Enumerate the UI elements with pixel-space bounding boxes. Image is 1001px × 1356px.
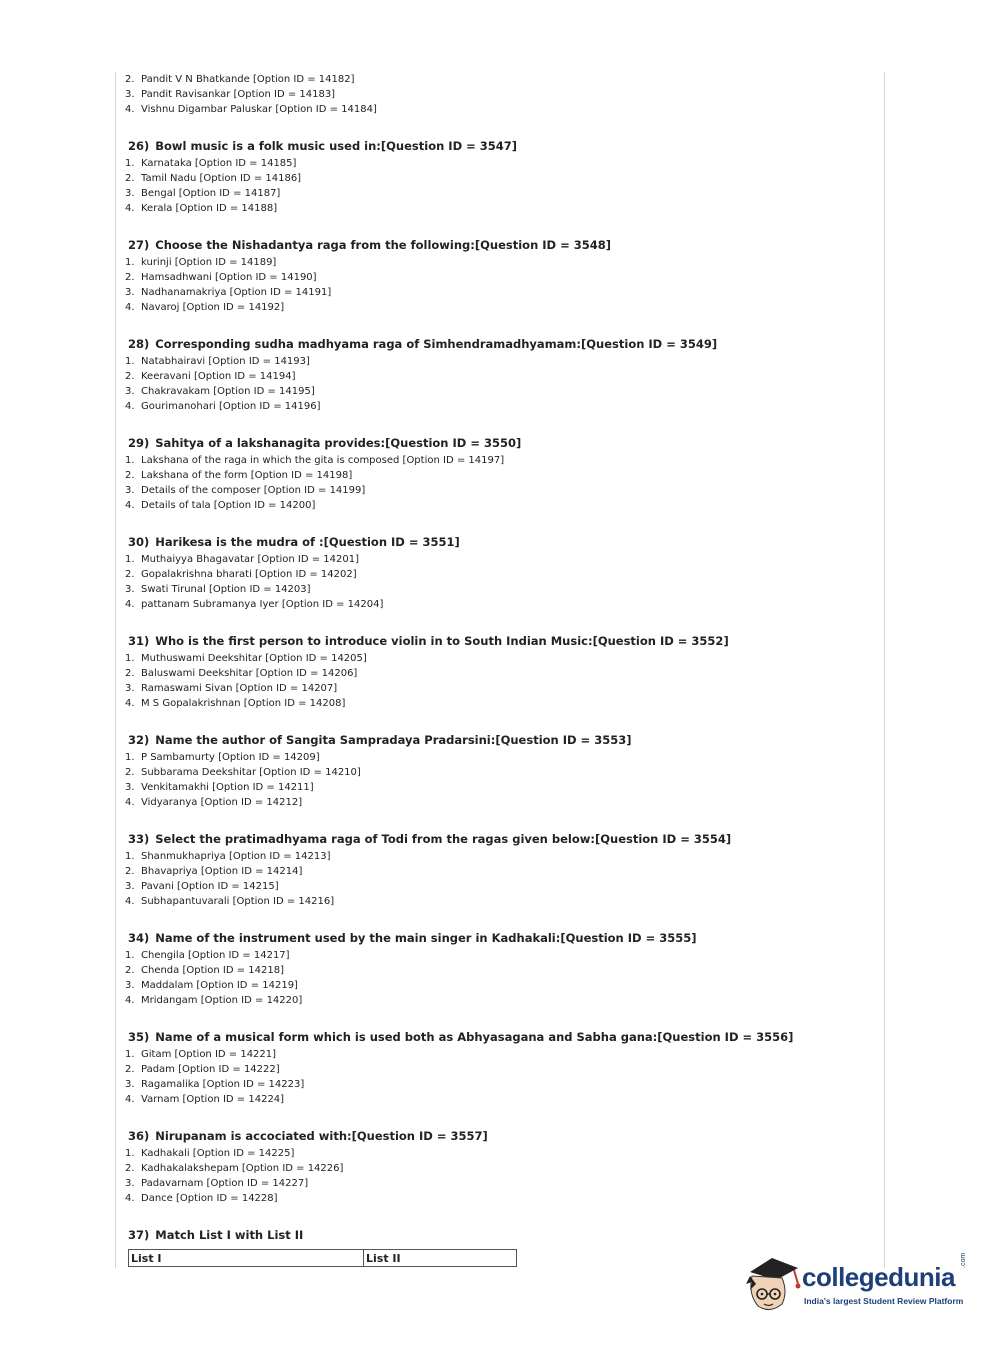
question-title	[125, 535, 875, 549]
question-text: Name the author of Sangita Sampradaya Pradarsini:[Question ID = 3553]	[155, 733, 632, 747]
option-text: Lakshana of the raga in which the gita is composed [Option ID = 14197]	[141, 455, 505, 466]
option-number: 4.	[125, 104, 135, 115]
option-number: 1.	[125, 950, 135, 961]
option-text: Bhavapriya [Option ID = 14214]	[141, 866, 303, 877]
option-item	[125, 780, 875, 795]
option-item	[125, 1047, 875, 1062]
option-text: Natabhairavi [Option ID = 14193]	[141, 356, 310, 367]
option-item	[125, 552, 875, 567]
option-text: Subbarama Deekshitar [Option ID = 14210]	[141, 767, 361, 778]
question-text: Select the pratimadhyama raga of Todi from the ragas given below:[Question ID = 3554]	[155, 832, 732, 846]
option-number: 2.	[125, 371, 135, 382]
option-text: Gitam [Option ID = 14221]	[141, 1049, 277, 1060]
option-number: 1.	[125, 356, 135, 367]
question-number: 33)	[128, 832, 150, 846]
question-number: 26)	[128, 139, 150, 153]
option-item	[125, 1161, 875, 1176]
option-number: 1.	[125, 1049, 135, 1060]
option-item	[125, 963, 875, 978]
option-item	[125, 750, 875, 765]
option-number: 3.	[125, 881, 135, 892]
option-item	[125, 468, 875, 483]
mascot-icon	[742, 1250, 802, 1318]
option-number: 2.	[125, 1064, 135, 1075]
table-header-cell: List II	[364, 1250, 517, 1267]
option-text: Vishnu Digambar Paluskar [Option ID = 14184]	[141, 104, 377, 115]
question-block	[125, 634, 875, 711]
question-text: Choose the Nishadantya raga from the following:[Question ID = 3548]	[155, 238, 611, 252]
option-number: 4.	[125, 302, 135, 313]
option-text: Keeravani [Option ID = 14194]	[141, 371, 296, 382]
option-text: Gopalakrishna bharati [Option ID = 14202]	[141, 569, 357, 580]
option-number: 3.	[125, 287, 135, 298]
option-number: 2.	[125, 470, 135, 481]
option-text: Muthuswami Deekshitar [Option ID = 14205]	[141, 653, 367, 664]
option-text: Navaroj [Option ID = 14192]	[141, 302, 285, 313]
option-number: 1.	[125, 554, 135, 565]
option-item	[125, 597, 875, 612]
option-text: Ragamalika [Option ID = 14223]	[141, 1079, 305, 1090]
question-title	[125, 733, 875, 747]
option-text: Lakshana of the form [Option ID = 14198]	[141, 470, 353, 481]
option-number: 3.	[125, 782, 135, 793]
option-text: Shanmukhapriya [Option ID = 14213]	[141, 851, 331, 862]
option-number: 1.	[125, 851, 135, 862]
question-text: Nirupanam is accociated with:[Question ID = 3557]	[155, 1129, 488, 1143]
option-item	[125, 255, 875, 270]
option-item	[125, 1191, 875, 1206]
option-text: Kadhakalakshepam [Option ID = 14226]	[141, 1163, 344, 1174]
option-text: Muthaiyya Bhagavatar [Option ID = 14201]	[141, 554, 360, 565]
option-number: 1.	[125, 257, 135, 268]
option-number: 3.	[125, 1079, 135, 1090]
logo-name: collegedunia	[802, 1262, 955, 1292]
option-item	[125, 498, 875, 513]
option-text: Chengila [Option ID = 14217]	[141, 950, 290, 961]
question-text: Bowl music is a folk music used in:[Question ID = 3547]	[155, 139, 518, 153]
left-margin-line	[115, 72, 116, 1268]
question-block	[125, 1129, 875, 1206]
option-text: Kadhakali [Option ID = 14225]	[141, 1148, 295, 1159]
question-text: Corresponding sudha madhyama raga of Simhendramadhyamam:[Question ID = 3549]	[155, 337, 718, 351]
collegedunia-logo	[742, 1250, 972, 1318]
prev-question-options	[125, 72, 875, 117]
option-text: Dance [Option ID = 14228]	[141, 1193, 278, 1204]
option-number: 2.	[125, 1163, 135, 1174]
question-block	[125, 1228, 875, 1242]
option-number: 3.	[125, 386, 135, 397]
option-number: 3.	[125, 584, 135, 595]
question-title	[125, 139, 875, 153]
option-text: Gourimanohari [Option ID = 14196]	[141, 401, 321, 412]
question-block	[125, 535, 875, 612]
option-item	[125, 666, 875, 681]
option-text: Pavani [Option ID = 14215]	[141, 881, 279, 892]
option-text: M S Gopalakrishnan [Option ID = 14208]	[141, 698, 346, 709]
option-number: 4.	[125, 203, 135, 214]
option-number: 2.	[125, 965, 135, 976]
option-item	[125, 300, 875, 315]
option-item	[125, 87, 875, 102]
option-number: 4.	[125, 797, 135, 808]
question-content	[125, 72, 875, 1245]
option-number: 4.	[125, 1094, 135, 1105]
option-number: 2.	[125, 272, 135, 283]
question-number: 36)	[128, 1129, 150, 1143]
option-item	[125, 1062, 875, 1077]
table-header-row	[129, 1250, 517, 1267]
option-number: 4.	[125, 698, 135, 709]
option-text: Chakravakam [Option ID = 14195]	[141, 386, 315, 397]
option-number: 2.	[125, 569, 135, 580]
option-item	[125, 72, 875, 87]
option-number: 4.	[125, 1193, 135, 1204]
question-text: Match List I with List II	[155, 1228, 304, 1242]
question-title	[125, 238, 875, 252]
question-number: 35)	[128, 1030, 150, 1044]
option-item	[125, 369, 875, 384]
right-margin-line	[884, 72, 885, 1268]
option-text: Varnam [Option ID = 14224]	[141, 1094, 285, 1105]
option-item	[125, 864, 875, 879]
option-text: kurinji [Option ID = 14189]	[141, 257, 277, 268]
option-item	[125, 879, 875, 894]
option-item	[125, 795, 875, 810]
option-item	[125, 978, 875, 993]
option-number: 4.	[125, 599, 135, 610]
question-text: Harikesa is the mudra of :[Question ID = 3551]	[155, 535, 460, 549]
option-text: Chenda [Option ID = 14218]	[141, 965, 285, 976]
option-text: Ramaswami Sivan [Option ID = 14207]	[141, 683, 338, 694]
option-number: 2.	[125, 668, 135, 679]
question-title	[125, 634, 875, 648]
option-number: 3.	[125, 485, 135, 496]
option-item	[125, 201, 875, 216]
option-number: 3.	[125, 188, 135, 199]
option-text: pattanam Subramanya Iyer [Option ID = 14204]	[141, 599, 384, 610]
question-number: 30)	[128, 535, 150, 549]
question-text: Sahitya of a lakshanagita provides:[Question ID = 3550]	[155, 436, 522, 450]
question-title	[125, 1228, 875, 1242]
option-item	[125, 453, 875, 468]
option-item	[125, 186, 875, 201]
option-item	[125, 696, 875, 711]
option-text: Padavarnam [Option ID = 14227]	[141, 1178, 309, 1189]
option-number: 4.	[125, 896, 135, 907]
option-item	[125, 1092, 875, 1107]
question-title	[125, 931, 875, 945]
question-title	[125, 1129, 875, 1143]
option-text: Nadhanamakriya [Option ID = 14191]	[141, 287, 332, 298]
option-item	[125, 384, 875, 399]
table-header-cell: List I	[129, 1250, 364, 1267]
option-item	[125, 483, 875, 498]
option-item	[125, 849, 875, 864]
option-item	[125, 102, 875, 117]
option-number: 3.	[125, 683, 135, 694]
option-text: Mridangam [Option ID = 14220]	[141, 995, 303, 1006]
question-text: Name of the instrument used by the main singer in Kadhakali:[Question ID = 3555]	[155, 931, 697, 945]
option-number: 2.	[125, 767, 135, 778]
question-number: 28)	[128, 337, 150, 351]
option-number: 4.	[125, 995, 135, 1006]
option-item	[125, 681, 875, 696]
option-number: 4.	[125, 500, 135, 511]
option-text: Venkitamakhi [Option ID = 14211]	[141, 782, 314, 793]
option-text: P Sambamurty [Option ID = 14209]	[141, 752, 320, 763]
option-item	[125, 1146, 875, 1161]
option-text: Swati Tirunal [Option ID = 14203]	[141, 584, 311, 595]
logo-suffix: .com	[960, 1252, 967, 1268]
option-item	[125, 270, 875, 285]
match-list-table	[128, 1249, 517, 1267]
question-block	[125, 436, 875, 513]
option-item	[125, 399, 875, 414]
question-title	[125, 832, 875, 846]
question-text: Who is the first person to introduce violin in to South Indian Music:[Question ID = 3552]	[155, 634, 729, 648]
option-item	[125, 765, 875, 780]
option-item	[125, 582, 875, 597]
option-number: 2.	[125, 866, 135, 877]
question-number: 32)	[128, 733, 150, 747]
option-number: 1.	[125, 455, 135, 466]
logo-tagline: India's largest Student Review Platform	[804, 1296, 964, 1306]
option-text: Tamil Nadu [Option ID = 14186]	[141, 173, 302, 184]
question-title	[125, 436, 875, 450]
question-block	[125, 931, 875, 1008]
option-text: Details of tala [Option ID = 14200]	[141, 500, 316, 511]
question-block	[125, 832, 875, 909]
option-text: Kerala [Option ID = 14188]	[141, 203, 278, 214]
option-text: Karnataka [Option ID = 14185]	[141, 158, 297, 169]
option-number: 1.	[125, 752, 135, 763]
option-number: 1.	[125, 653, 135, 664]
question-number: 27)	[128, 238, 150, 252]
option-number: 1.	[125, 1148, 135, 1159]
option-item	[125, 285, 875, 300]
option-text: Maddalam [Option ID = 14219]	[141, 980, 298, 991]
question-block	[125, 139, 875, 216]
option-text: Pandit Ravisankar [Option ID = 14183]	[141, 89, 336, 100]
question-title	[125, 1030, 875, 1044]
question-number: 37)	[128, 1228, 150, 1242]
question-number: 31)	[128, 634, 150, 648]
option-number: 2.	[125, 74, 135, 85]
question-block	[125, 238, 875, 315]
option-text: Vidyaranya [Option ID = 14212]	[141, 797, 303, 808]
option-text: Padam [Option ID = 14222]	[141, 1064, 280, 1075]
question-block	[125, 337, 875, 414]
option-item	[125, 948, 875, 963]
option-item	[125, 1077, 875, 1092]
option-item	[125, 1176, 875, 1191]
question-block	[125, 1030, 875, 1107]
option-item	[125, 354, 875, 369]
option-item	[125, 894, 875, 909]
option-text: Hamsadhwani [Option ID = 14190]	[141, 272, 317, 283]
option-number: 3.	[125, 89, 135, 100]
option-number: 2.	[125, 173, 135, 184]
question-title	[125, 337, 875, 351]
option-text: Bengal [Option ID = 14187]	[141, 188, 281, 199]
question-number: 34)	[128, 931, 150, 945]
question-text: Name of a musical form which is used both as Abhyasagana and Sabha gana:[Question ID = 3556]	[155, 1030, 794, 1044]
option-number: 4.	[125, 401, 135, 412]
question-list	[125, 139, 875, 1206]
option-item	[125, 993, 875, 1008]
option-item	[125, 156, 875, 171]
option-number: 1.	[125, 158, 135, 169]
question-block	[125, 733, 875, 810]
option-text: Baluswami Deekshitar [Option ID = 14206]	[141, 668, 358, 679]
option-text: Details of the composer [Option ID = 14199]	[141, 485, 366, 496]
option-number: 3.	[125, 980, 135, 991]
option-number: 3.	[125, 1178, 135, 1189]
option-text: Pandit V N Bhatkande [Option ID = 14182]	[141, 74, 355, 85]
option-item	[125, 567, 875, 582]
option-item	[125, 651, 875, 666]
option-text: Subhapantuvarali [Option ID = 14216]	[141, 896, 335, 907]
question-number: 29)	[128, 436, 150, 450]
option-item	[125, 171, 875, 186]
